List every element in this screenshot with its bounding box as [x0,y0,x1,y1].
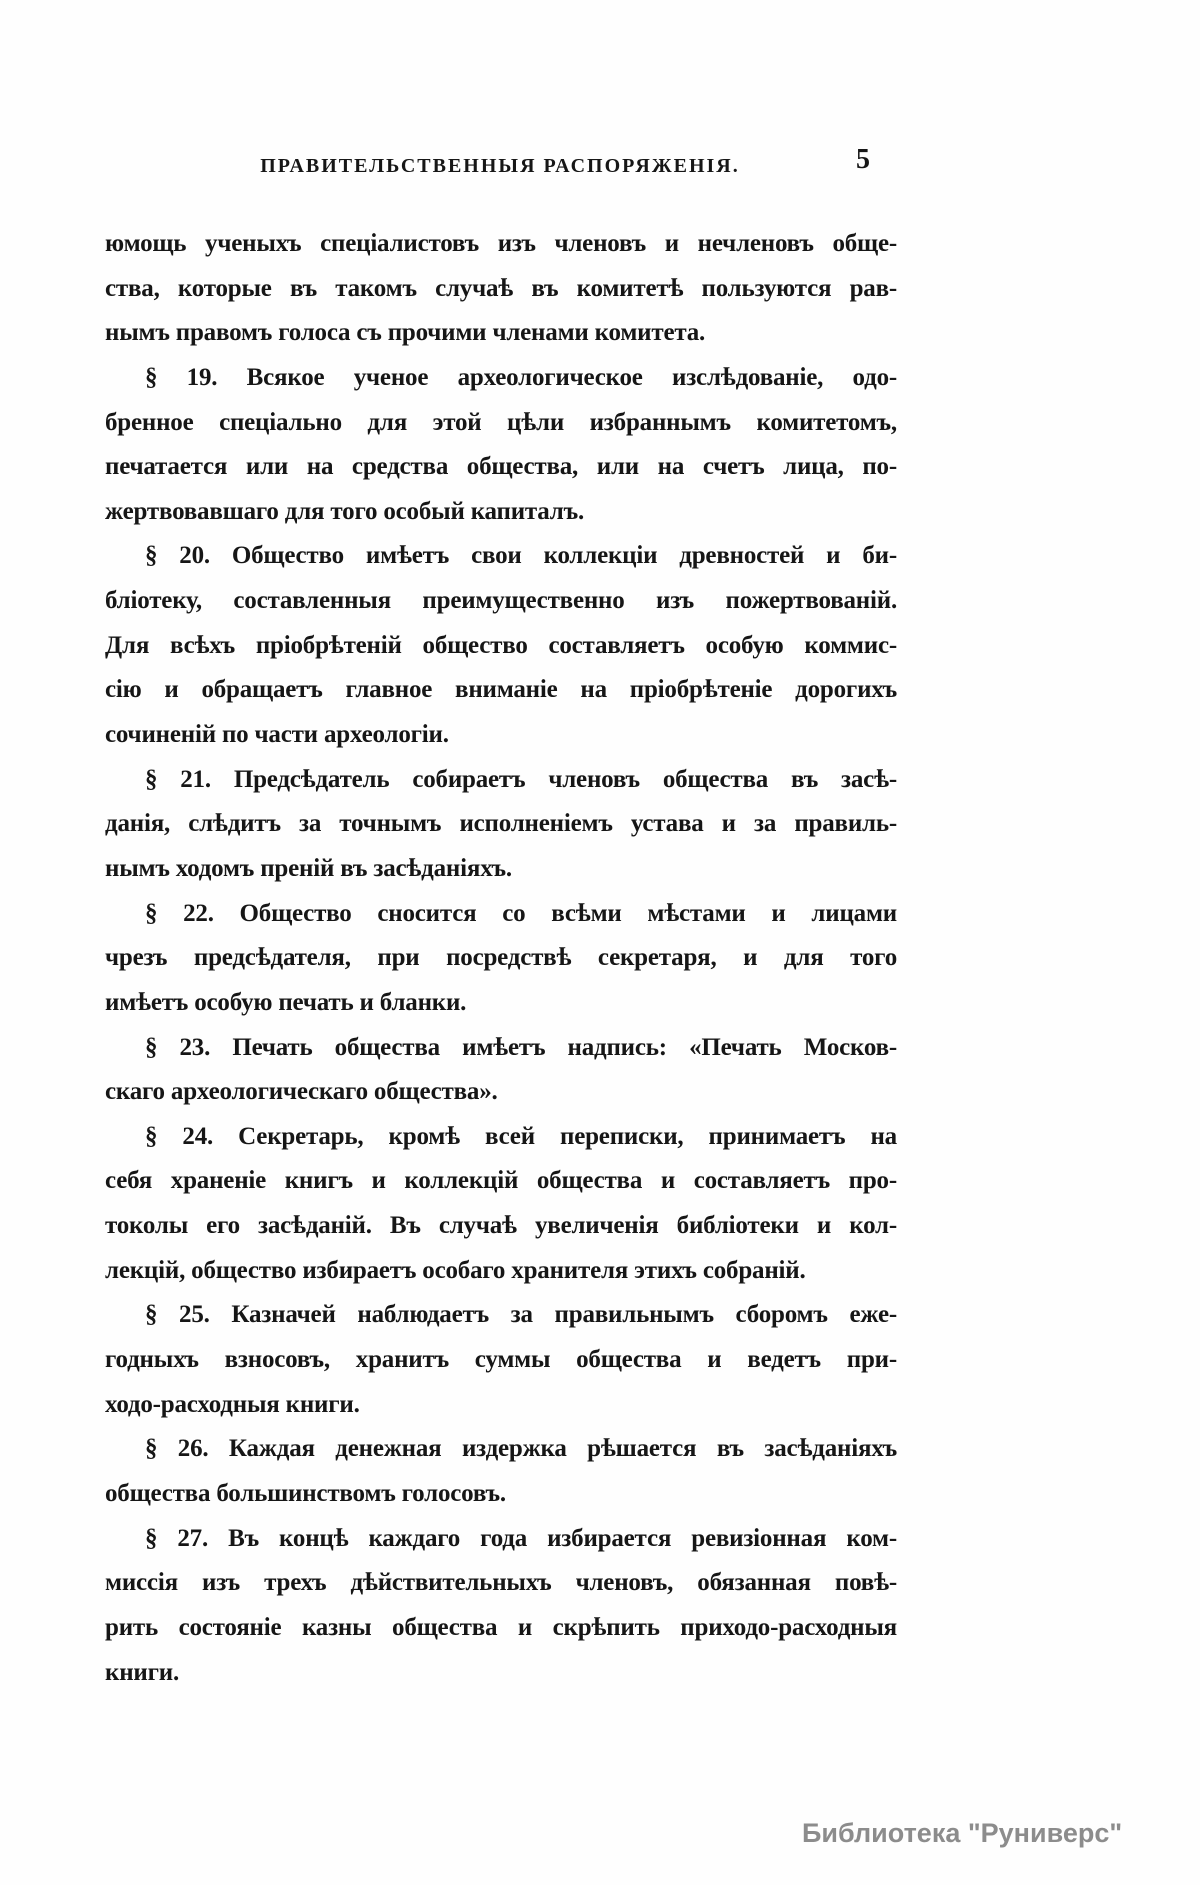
text-line: ства, которые въ такомъ случаѣ въ комитетѣ пользуются рав- [105,274,897,302]
text-line: скаго археологическаго общества». [105,1078,498,1106]
text-line: сочиненій по части археологіи. [105,721,449,749]
text-line: § 20. Общество имѣетъ свои коллекціи древностей и би- [145,542,897,570]
text-line: § 26. Каждая денежная издержка рѣшается въ засѣданіяхъ [145,1435,897,1463]
running-head: ПРАВИТЕЛЬСТВЕННЫЯ РАСПОРЯЖЕНІЯ. [260,155,740,177]
text-line: ходо-расходныя книги. [105,1390,360,1418]
text-line: сію и обращаетъ главное вниманіе на пріобрѣтеніе дорогихъ [105,676,897,704]
text-line: имѣетъ особую печать и бланки. [105,988,467,1016]
page-number: 5 [856,144,870,175]
text-line: жертвовавшаго для того особый капиталъ. [105,497,585,525]
text-line: § 22. Общество сносится со всѣми мѣстами и лицами [145,899,897,927]
text-line: Для всѣхъ пріобрѣтеній общество составляетъ особую коммис- [105,631,897,659]
text-line: § 27. Въ концѣ каждаго года избирается ревизіонная ком- [145,1524,897,1552]
text-line: рить состояніе казны общества и скрѣпить приходо-расходныя [105,1613,897,1641]
text-line: чрезъ предсѣдателя, при посредствѣ секретаря, и для того [105,944,897,972]
text-line: § 21. Предсѣдатель собираетъ членовъ общества въ засѣ- [145,765,897,793]
text-line: себя храненіе книгъ и коллекцій общества и составляетъ про- [105,1167,897,1195]
text-line: § 23. Печать общества имѣетъ надпись: «Печать Москов- [145,1033,897,1061]
text-line: юмощь ученыхъ спеціалистовъ изъ членовъ и нечленовъ обще- [105,230,897,257]
text-line: § 19. Всякое ученое археологическое изслѣдованіе, одо- [145,363,897,391]
text-line: § 24. Секретарь, кромѣ всей переписки, принимаетъ на [145,1122,897,1150]
text-line: бліотеку, составленныя преимущественно изъ пожертвованій. [105,587,897,615]
text-line: годныхъ взносовъ, хранитъ суммы общества и ведетъ при- [105,1346,897,1374]
library-watermark: Библиотека "Руниверс" [802,1818,1123,1848]
text-line: нымъ правомъ голоса съ прочими членами комитета. [105,319,706,347]
text-line: миссія изъ трехъ дѣйствительныхъ членовъ, обязанная повѣ- [105,1569,897,1597]
text-line: печатается или на средства общества, или на счетъ лица, по- [105,453,897,481]
text-line: нымъ ходомъ преній въ засѣданіяхъ. [105,854,512,882]
text-line: данія, слѣдитъ за точнымъ исполненіемъ устава и за правиль- [105,810,897,838]
text-line: § 25. Казначей наблюдаетъ за правильнымъ сборомъ еже- [145,1301,897,1329]
text-line: лекцій, общество избираетъ особаго хранителя этихъ собраній. [105,1256,806,1284]
text-line: книги. [105,1658,180,1686]
text-line: общества большинствомъ голосовъ. [105,1479,506,1507]
text-line: бренное спеціально для этой цѣли избраннымъ комитетомъ, [105,408,897,436]
text-line: токолы его засѣданій. Въ случаѣ увеличенія библіотеки и кол- [105,1212,897,1240]
body-text [105,222,897,1695]
